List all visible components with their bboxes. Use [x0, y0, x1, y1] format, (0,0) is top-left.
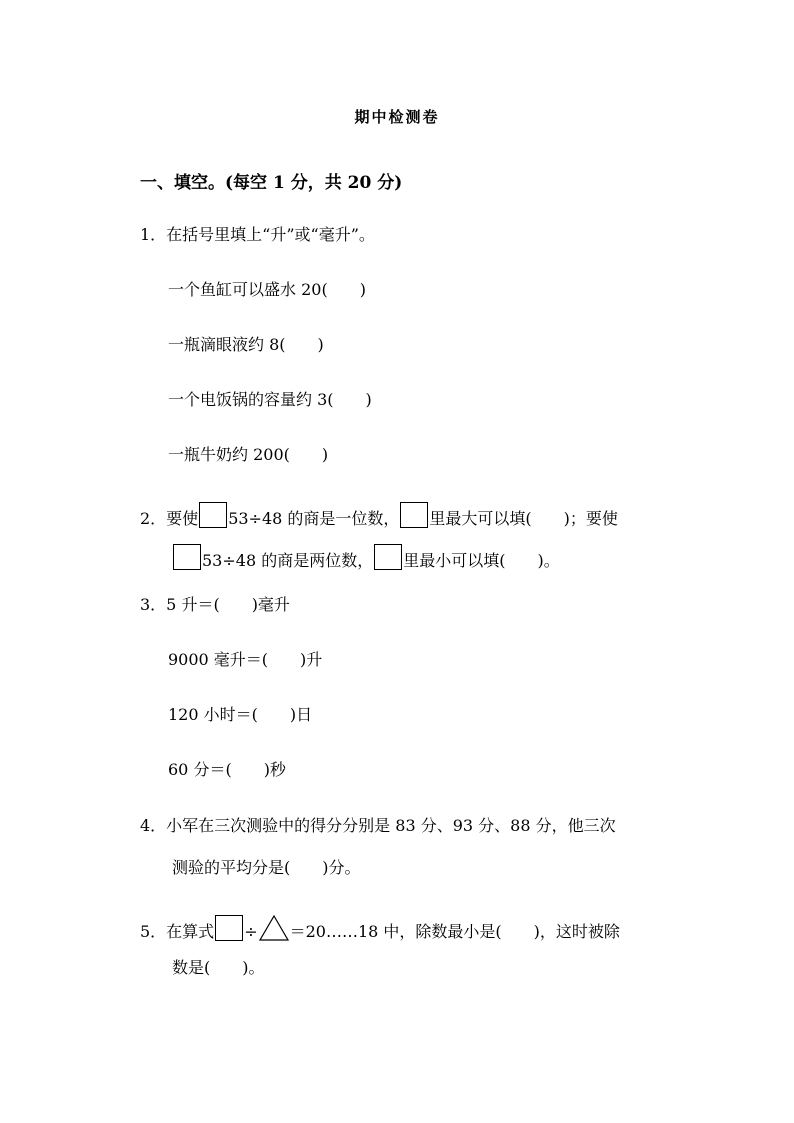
- q4-line-1: 4．小军在三次测验中的得分分别是 83 分、93 分、88 分，他三次: [140, 816, 616, 835]
- q5-number: 5．在算式: [140, 922, 215, 941]
- q1-item-4: 一瓶牛奶约 200( ): [168, 445, 329, 464]
- q2-text-4: 里最小可以填( )。: [403, 551, 560, 570]
- blank-box-icon: [173, 544, 201, 570]
- q3-item-1: 9000 毫升＝( )升: [168, 650, 323, 669]
- triangle-icon: [259, 915, 289, 941]
- q5-divide: ÷: [244, 922, 258, 941]
- q1-item-2: 一瓶滴眼液约 8( ): [168, 335, 324, 354]
- q2-text-1: 53÷48 的商是一位数，: [228, 509, 400, 528]
- q4-line-2: 测验的平均分是( )分。: [172, 858, 361, 877]
- blank-box-icon: [400, 502, 428, 528]
- q5-text-1: ＝20……18 中，除数最小是( )，这时被除: [289, 922, 620, 941]
- blank-box-icon: [215, 915, 243, 941]
- blank-box-icon: [374, 544, 402, 570]
- q2-text-3: 53÷48 的商是两位数，: [202, 551, 374, 570]
- blank-box-icon: [199, 502, 227, 528]
- q2-text-2: 里最大可以填( )；要使: [429, 509, 618, 528]
- q2-line-2: [172, 544, 560, 572]
- section-heading: 一、填空。(每空 1 分，共 20 分): [140, 173, 403, 193]
- q2-number: 2．要使: [140, 509, 199, 528]
- page-title: 期中检测卷: [354, 108, 440, 126]
- q2-line-1: [140, 502, 618, 530]
- q3-stem: 3．5 升＝( )毫升: [140, 595, 290, 614]
- q1-item-3: 一个电饭锅的容量约 3( ): [168, 390, 372, 409]
- q5-line-2: 数是( )。: [172, 958, 265, 977]
- q3-item-3: 60 分＝( )秒: [168, 760, 286, 779]
- q1-stem: 1．在括号里填上“升”或“毫升”。: [140, 225, 375, 244]
- q1-item-1: 一个鱼缸可以盛水 20( ): [168, 280, 366, 299]
- q5-line-1: [140, 915, 620, 943]
- q3-item-2: 120 小时＝( )日: [168, 705, 313, 724]
